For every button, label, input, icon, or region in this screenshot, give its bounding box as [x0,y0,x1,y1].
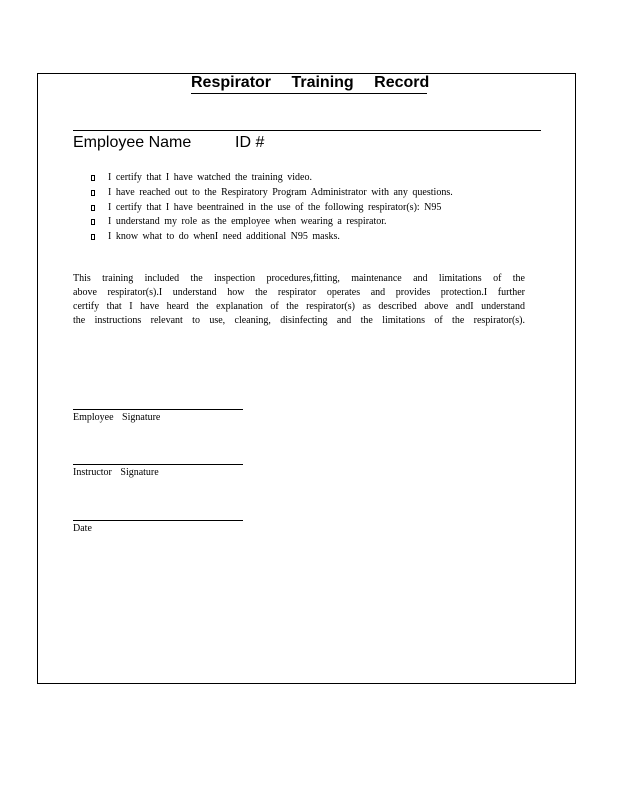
date-label: Date [73,523,92,534]
statement-line: above respirator(s).I understand how the respirator operates and provides protection.I further [73,287,525,298]
employee-signature-block [73,409,243,425]
document-frame [37,73,576,684]
checklist-item-text: I certify that I have beentrained in the use of the following respirator(s): N95 [108,201,442,213]
checklist-item [91,186,453,201]
checklist-item-text: I know what to do whenI need additional N95 masks. [108,231,340,243]
date-line[interactable] [73,520,243,521]
checklist-item [91,215,453,230]
checkbox-icon[interactable] [91,190,95,196]
checkbox-icon[interactable] [91,219,95,225]
employee-name-line [73,130,541,131]
checklist-item [91,201,453,216]
employee-name-label: Employee Name [73,134,192,151]
document-title: Respirator Training Record [191,73,427,94]
checklist-item [91,171,453,186]
statement-line: certify that I have heard the explanation of the respirator(s) as described above andI understand [73,301,525,312]
training-statement [73,272,525,328]
checkbox-icon[interactable] [91,205,95,211]
statement-line: the instructions relevant to use, cleaning, disinfecting and the limitations of the respirator(s). [73,315,525,326]
id-label: ID # [235,134,265,151]
date-block [73,520,243,536]
employee-info-row [73,133,265,153]
checklist-item-text: I certify that I have watched the training video. [108,172,312,183]
employee-signature-line[interactable] [73,409,243,410]
instructor-signature-label: Instructor Signature [73,467,159,478]
instructor-signature-block [73,464,243,480]
checkbox-icon[interactable] [91,175,95,181]
checklist-item [91,230,453,245]
employee-signature-label: Employee Signature [73,412,161,423]
certification-checklist [91,171,453,245]
instructor-signature-line[interactable] [73,464,243,465]
checklist-item-text: I have reached out to the Respiratory Program Administrator with any questions. [108,186,453,198]
statement-line: This training included the inspection procedures,fitting, maintenance and limitations of the [73,273,525,284]
checkbox-icon[interactable] [91,234,95,240]
checklist-item-text: I understand my role as the employee when wearing a respirator. [108,216,387,228]
